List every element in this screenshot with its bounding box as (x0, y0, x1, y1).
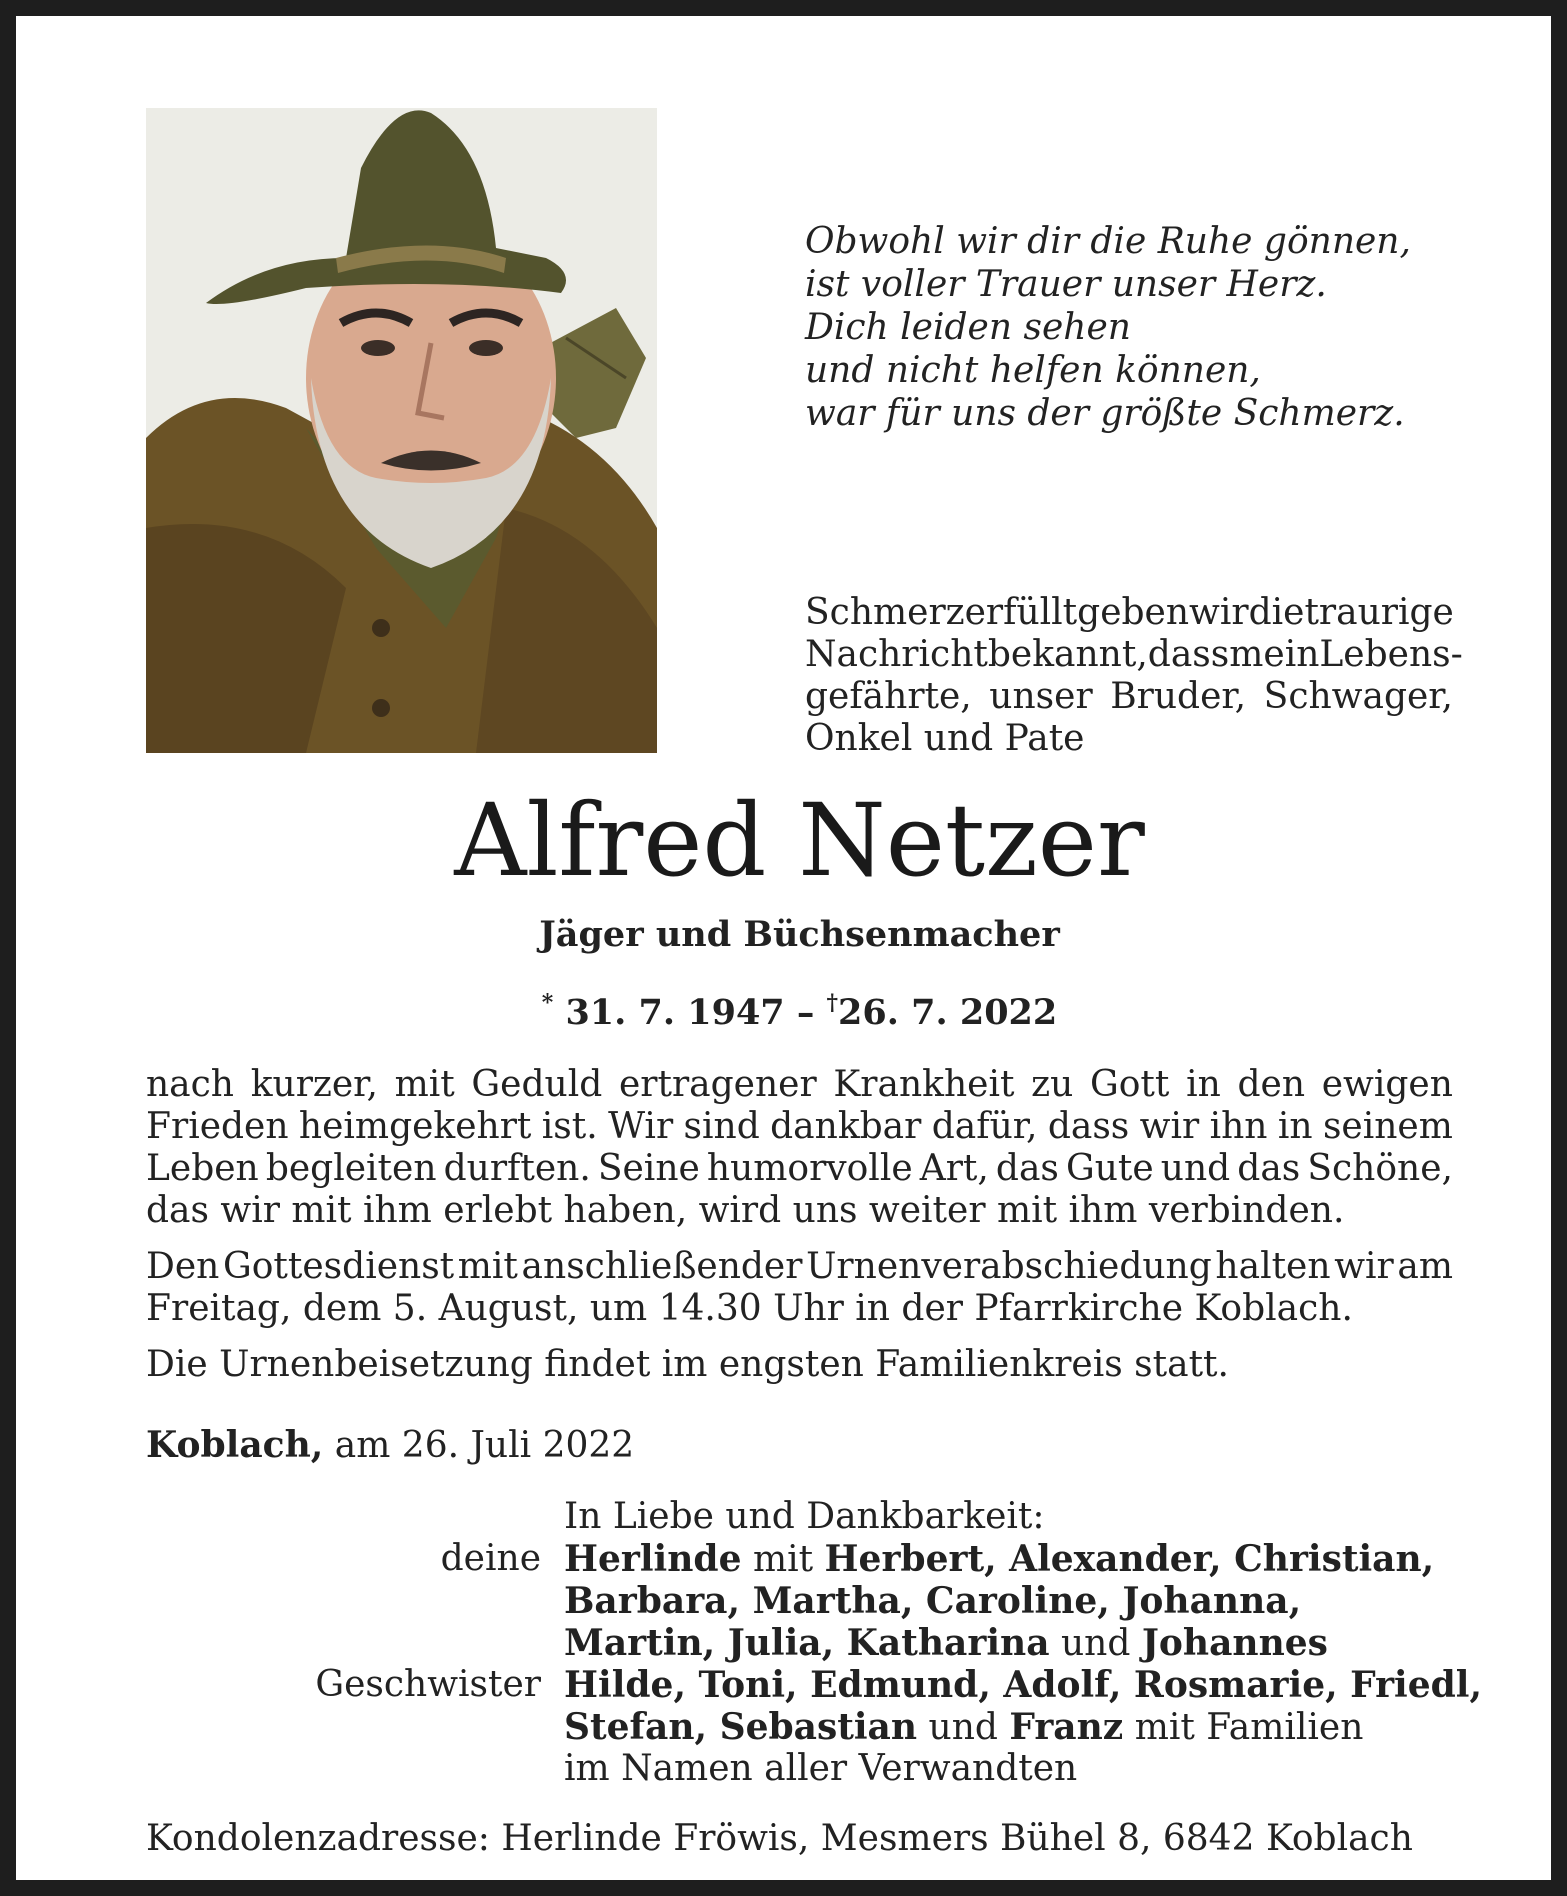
word: durften. (443, 1148, 591, 1189)
word: bekannt, (987, 634, 1148, 675)
place-and-date (146, 1424, 634, 1467)
word: Geduld (471, 1064, 603, 1105)
word: Leben (146, 1148, 259, 1189)
place-date: am 26. Juli 2022 (334, 1425, 635, 1466)
signature-name: Martin, Julia, Katharina (564, 1622, 1050, 1664)
signature-name: Hilde, Toni, Edmund, Adolf, Rosmarie, Friedl, (564, 1664, 1483, 1706)
word: mein (1229, 634, 1320, 675)
death-date: 26. 7. 2022 (838, 992, 1058, 1033)
death-symbol: † (826, 990, 839, 1016)
body-line: Die Urnenbeisetzung findet im engsten Familienkreis statt. (146, 1344, 1229, 1385)
signature-names (564, 1706, 1363, 1749)
word: Den (146, 1246, 220, 1287)
poem-line: ist voller Trauer unser Herz. (805, 264, 1327, 305)
poem-line: Dich leiden sehen (805, 307, 1131, 348)
word: anschließender (521, 1246, 803, 1287)
signature-names (564, 1664, 1482, 1707)
word: das (995, 1148, 1059, 1189)
word: am (1397, 1246, 1453, 1287)
signature-names (564, 1622, 1328, 1665)
signature-name: Franz (1009, 1706, 1124, 1748)
word: Urnenverabschiedung (806, 1246, 1212, 1287)
word: heimgekehrt (298, 1106, 532, 1147)
word: gefährte, (805, 676, 972, 717)
word: zu (1031, 1064, 1074, 1105)
word: Art, (919, 1148, 989, 1189)
word: Bruder, (1110, 676, 1247, 717)
signatures-heading: In Liebe und Dankbarkeit: (564, 1496, 1045, 1537)
signature-name: Herlinde (564, 1538, 742, 1580)
birth-symbol: * (541, 990, 554, 1016)
signature-row (16, 1748, 1567, 1790)
signature-name: Herbert, Alexander, Christian, (824, 1538, 1435, 1580)
signature-connector: und (1060, 1623, 1131, 1664)
signatures-closing: im Namen aller Verwandten (564, 1748, 1078, 1789)
signature-row (16, 1706, 1567, 1748)
portrait-image (146, 108, 657, 753)
body-line (146, 1246, 1453, 1288)
signature-name: Johannes (1141, 1622, 1328, 1664)
signature-names (564, 1538, 1434, 1581)
signature-connector: und (928, 1707, 998, 1748)
word: ihn (1209, 1106, 1268, 1147)
word: dass (1147, 634, 1230, 675)
announcement-intro (805, 592, 1463, 760)
word: Schöne, (1307, 1148, 1453, 1189)
word: mit (394, 1064, 455, 1105)
body-paragraph (146, 1344, 1453, 1386)
word: Schmerzerfüllt (805, 592, 1078, 633)
intro-line: Onkel und Pate (805, 718, 1085, 759)
body-line (146, 1148, 1453, 1190)
poem-line: und nicht helfen können, (805, 350, 1261, 391)
deceased-profession: Jäger und Büchsenmacher (539, 914, 1060, 955)
signature-name: Barbara, Martha, Caroline, Johanna, (564, 1580, 1302, 1622)
word: Gute (1065, 1148, 1154, 1189)
word: begleiten (265, 1148, 437, 1189)
word: mit (457, 1246, 518, 1287)
signature-name: Stefan, Sebastian (564, 1706, 918, 1748)
word: Schwager, (1263, 676, 1453, 717)
word: seinem (1322, 1106, 1453, 1147)
word: geben (1077, 592, 1190, 633)
word: wir (1139, 1106, 1200, 1147)
intro-line (805, 592, 1453, 634)
signature-connector: mit Familien (1134, 1707, 1364, 1748)
word: halten (1215, 1246, 1331, 1287)
body-paragraph (146, 1246, 1453, 1330)
word: Gott (1090, 1064, 1170, 1105)
body-line: Freitag, dem 5. August, um 14.30 Uhr in der Pfarrkirche Koblach. (146, 1288, 1353, 1329)
label-deine: deine (440, 1538, 541, 1579)
word: Nachricht (805, 634, 988, 675)
signatures-block (16, 1496, 1567, 1790)
signature-row (16, 1580, 1567, 1622)
word: sind (683, 1106, 760, 1147)
body-line (146, 1064, 1453, 1106)
word: wir (1334, 1246, 1394, 1287)
place-town: Koblach, (146, 1424, 324, 1466)
signature-names (564, 1580, 1301, 1623)
condolence-address: Kondolenzadresse: Herlinde Fröwis, Mesmers Bühel 8, 6842 Koblach (146, 1818, 1413, 1859)
label-geschwister: Geschwister (315, 1664, 541, 1705)
word: Gottesdienst (223, 1246, 455, 1287)
word: ewigen (1321, 1064, 1453, 1105)
signature-row (16, 1664, 1567, 1706)
signature-row (16, 1496, 1567, 1538)
intro-line (805, 634, 1463, 676)
signature-connector: mit (752, 1539, 814, 1580)
portrait-photo (146, 108, 657, 753)
word: Krankheit (833, 1064, 1015, 1105)
word: dafür, (931, 1106, 1038, 1147)
word: Frieden (146, 1106, 289, 1147)
birth-date: 31. 7. 1947 (565, 992, 785, 1033)
word: das (1237, 1148, 1301, 1189)
poem-line: war für uns der größte Schmerz. (805, 393, 1405, 434)
word: den (1237, 1064, 1306, 1105)
word: Wir (608, 1106, 674, 1147)
word: die (1248, 592, 1305, 633)
signature-row (16, 1538, 1567, 1580)
signature-row (16, 1622, 1567, 1664)
body-line: das wir mit ihm erlebt haben, wird uns weiter mit ihm verbinden. (146, 1190, 1345, 1231)
body-paragraph (146, 1064, 1453, 1232)
deceased-name: Alfred Netzer (454, 782, 1145, 899)
word: in (1186, 1064, 1221, 1105)
word: in (1277, 1106, 1313, 1147)
obituary-body (146, 1064, 1453, 1400)
word: ertragener (618, 1064, 817, 1105)
word: Lebens- (1319, 634, 1463, 675)
word: traurige (1304, 592, 1454, 633)
word: und (1160, 1148, 1231, 1189)
intro-line (805, 676, 1453, 718)
word: nach (146, 1064, 234, 1105)
date-separator: – (796, 992, 815, 1033)
word: dankbar (770, 1106, 922, 1147)
word: kurzer, (250, 1064, 378, 1105)
poem-line: Obwohl wir dir die Ruhe gönnen, (805, 221, 1411, 262)
memorial-poem (805, 220, 1505, 435)
word: humorvolle (706, 1148, 913, 1189)
life-dates (16, 981, 1567, 1035)
body-line (146, 1106, 1453, 1148)
word: Seine (597, 1148, 700, 1189)
word: wir (1189, 592, 1249, 633)
word: unser (989, 676, 1093, 717)
word: dass (1047, 1106, 1130, 1147)
word: ist. (541, 1106, 598, 1147)
